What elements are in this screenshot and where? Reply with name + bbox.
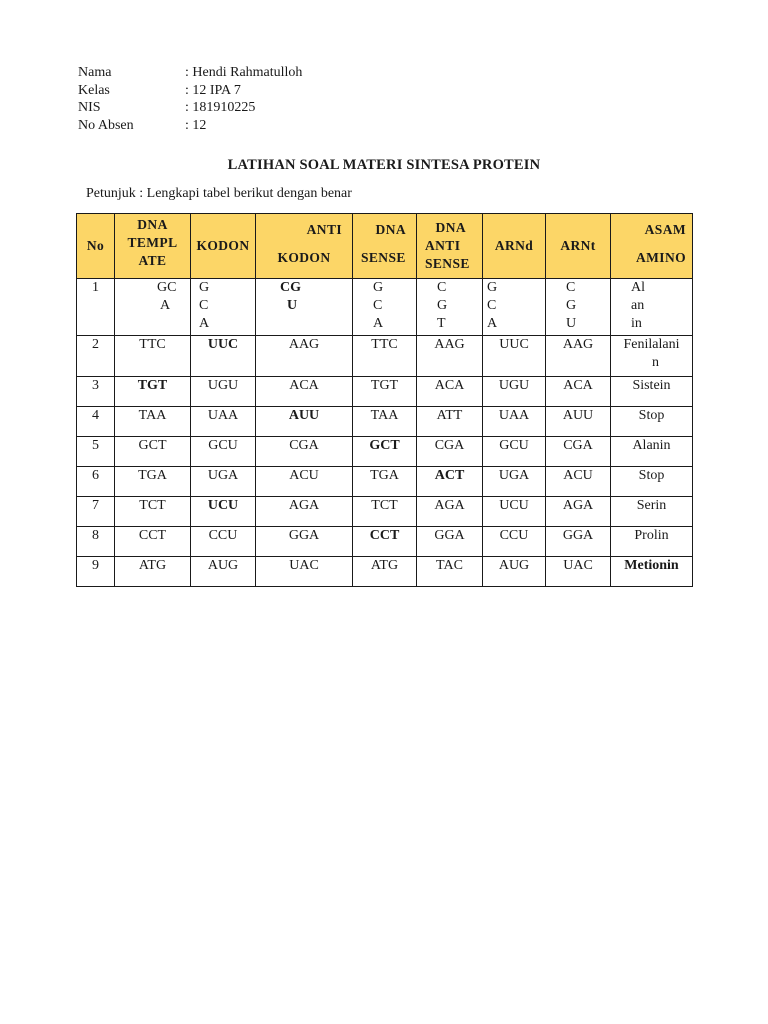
cell-dna-anti-sense: ACT (417, 467, 483, 497)
cell-kodon: UUC (191, 336, 256, 377)
info-label: NIS (78, 100, 101, 115)
info-value: : 12 IPA 7 (185, 82, 241, 98)
header-arnd: ARNd (483, 214, 546, 279)
cell-dna-template (115, 279, 191, 336)
student-info (78, 64, 302, 134)
cell-asam-amino: Stop (611, 407, 693, 437)
header-line: SENSE (361, 250, 406, 265)
cell-kodon: UAA (191, 407, 256, 437)
table-body-rows (77, 377, 693, 587)
cell-dna-sense: ATG (353, 557, 417, 587)
cell-no: 5 (77, 437, 115, 467)
cell-asam-amino: Sistein (611, 377, 693, 407)
cell-arnt: ACU (546, 467, 611, 497)
cell-dna-anti-sense: ACA (417, 377, 483, 407)
cell-arnd: AUG (483, 557, 546, 587)
table-row (77, 407, 693, 437)
info-value: : Hendi Rahmatulloh (185, 65, 303, 80)
cell-dna-anti-sense: GGA (417, 527, 483, 557)
cell-line: U (287, 298, 298, 313)
cell-no: 7 (77, 497, 115, 527)
cell-no: 3 (77, 377, 115, 407)
cell-line: CG (280, 280, 301, 295)
cell-no: 8 (77, 527, 115, 557)
info-value: : 181910225 (185, 100, 256, 115)
cell-arnd: UCU (483, 497, 546, 527)
header-dna-template (115, 214, 191, 279)
cell-anti-kodon: ACA (256, 377, 353, 407)
cell-arnd: UGA (483, 467, 546, 497)
cell-line: G (487, 280, 498, 295)
header-line: DNA (137, 217, 168, 232)
header-anti-kodon (256, 214, 353, 279)
cell-arnt: CGA (546, 437, 611, 467)
header-line: KODON (277, 250, 331, 265)
info-row-nis (78, 99, 302, 117)
cell-dna-template: TAA (115, 407, 191, 437)
cell-arnd: UGU (483, 377, 546, 407)
header-dna-anti-sense (417, 214, 483, 279)
cell-arnt: UAC (546, 557, 611, 587)
cell-line: an (631, 298, 645, 313)
cell-arnd: UUC (483, 336, 546, 377)
cell-line: T (437, 316, 446, 331)
cell-anti-kodon: ACU (256, 467, 353, 497)
cell-dna-template: TGA (115, 467, 191, 497)
header-line: DNA (375, 222, 406, 237)
cell-anti-kodon: AGA (256, 497, 353, 527)
cell-line: G (566, 298, 577, 313)
table-row (77, 336, 693, 377)
cell-arnd: GCU (483, 437, 546, 467)
header-line: ASAM (644, 222, 686, 237)
cell-line: GC (157, 280, 177, 295)
cell-no: 6 (77, 467, 115, 497)
cell-anti-kodon: AAG (256, 336, 353, 377)
cell-dna-anti-sense: AAG (417, 336, 483, 377)
header-line: AMINO (636, 250, 686, 265)
cell-dna-anti-sense: AGA (417, 497, 483, 527)
cell-dna-sense: TAA (353, 407, 417, 437)
cell-line: C (566, 280, 576, 295)
page-title: LATIHAN SOAL MATERI SINTESA PROTEIN (227, 157, 541, 173)
cell-dna-sense: TCT (353, 497, 417, 527)
header-line: DNA (435, 220, 466, 235)
cell-kodon: UCU (191, 497, 256, 527)
cell-line: n (652, 355, 659, 370)
cell-kodon (191, 279, 256, 336)
cell-anti-kodon (256, 279, 353, 336)
cell-dna-anti-sense: CGA (417, 437, 483, 467)
header-asam-amino (611, 214, 693, 279)
table-row (77, 279, 693, 336)
cell-kodon: GCU (191, 437, 256, 467)
cell-no: 4 (77, 407, 115, 437)
header-kodon: KODON (191, 214, 256, 279)
table-row (77, 527, 693, 557)
info-row-no-absen (78, 117, 302, 135)
cell-arnt: GGA (546, 527, 611, 557)
cell-asam-amino: Prolin (611, 527, 693, 557)
cell-arnt: AAG (546, 336, 611, 377)
cell-kodon: UGA (191, 467, 256, 497)
cell-dna-anti-sense: TAC (417, 557, 483, 587)
cell-anti-kodon: GGA (256, 527, 353, 557)
cell-dna-template: CCT (115, 527, 191, 557)
cell-line: C (437, 280, 447, 295)
cell-arnt (546, 279, 611, 336)
cell-dna-template: TGT (115, 377, 191, 407)
cell-line: Fenilalani (623, 337, 680, 352)
cell-line: A (373, 316, 384, 331)
cell-no: 9 (77, 557, 115, 587)
cell-anti-kodon: AUU (256, 407, 353, 437)
cell-line: in (631, 316, 642, 331)
cell-line: G (199, 280, 210, 295)
cell-anti-kodon: UAC (256, 557, 353, 587)
info-value: : 12 (185, 117, 207, 133)
info-label: No Absen (78, 117, 134, 133)
table-row (77, 437, 693, 467)
cell-arnd: UAA (483, 407, 546, 437)
table-row (77, 377, 693, 407)
cell-no: 2 (77, 336, 115, 377)
cell-dna-sense: GCT (353, 437, 417, 467)
table-row (77, 467, 693, 497)
cell-dna-sense: TGT (353, 377, 417, 407)
cell-asam-amino: Stop (611, 467, 693, 497)
cell-dna-anti-sense: ATT (417, 407, 483, 437)
table-row (77, 497, 693, 527)
info-label: Nama (78, 65, 112, 80)
cell-arnt: AUU (546, 407, 611, 437)
cell-dna-sense: CCT (353, 527, 417, 557)
cell-arnt: ACA (546, 377, 611, 407)
header-line: ANTI (306, 222, 342, 237)
cell-dna-anti-sense (417, 279, 483, 336)
cell-dna-template: GCT (115, 437, 191, 467)
cell-line: A (487, 316, 498, 331)
header-line: SENSE (425, 256, 470, 271)
info-label: Kelas (78, 82, 110, 98)
cell-line: A (160, 298, 171, 313)
header-line: TEMPL (127, 235, 178, 250)
cell-line: G (373, 280, 384, 295)
cell-kodon: AUG (191, 557, 256, 587)
cell-line: C (199, 298, 209, 313)
cell-arnd (483, 279, 546, 336)
info-row-kelas (78, 82, 302, 100)
cell-no: 1 (77, 279, 115, 336)
instruction-text: Petunjuk : Lengkapi tabel berikut dengan benar (86, 186, 352, 201)
table-header-row (77, 214, 693, 279)
cell-line: U (566, 316, 577, 331)
cell-anti-kodon: CGA (256, 437, 353, 467)
cell-line: A (199, 316, 210, 331)
cell-arnd: CCU (483, 527, 546, 557)
cell-asam-amino: Serin (611, 497, 693, 527)
cell-asam-amino: Metionin (611, 557, 693, 587)
header-line: ANTI (425, 238, 461, 253)
cell-line: C (487, 298, 497, 313)
cell-dna-sense: TGA (353, 467, 417, 497)
cell-arnt: AGA (546, 497, 611, 527)
info-row-nama (78, 64, 302, 82)
cell-line: Al (631, 280, 645, 295)
cell-asam-amino (611, 279, 693, 336)
cell-kodon: UGU (191, 377, 256, 407)
protein-synthesis-table (76, 213, 693, 587)
cell-dna-template: ATG (115, 557, 191, 587)
header-line: ATE (138, 253, 167, 268)
cell-asam-amino (611, 336, 693, 377)
cell-kodon: CCU (191, 527, 256, 557)
cell-line: G (437, 298, 448, 313)
header-arnt: ARNt (546, 214, 611, 279)
cell-line: C (373, 298, 383, 313)
cell-dna-template: TTC (115, 336, 191, 377)
header-no: No (77, 214, 115, 279)
cell-dna-sense: TTC (353, 336, 417, 377)
cell-asam-amino: Alanin (611, 437, 693, 467)
table-row (77, 557, 693, 587)
cell-dna-template: TCT (115, 497, 191, 527)
header-dna-sense (353, 214, 417, 279)
cell-dna-sense (353, 279, 417, 336)
